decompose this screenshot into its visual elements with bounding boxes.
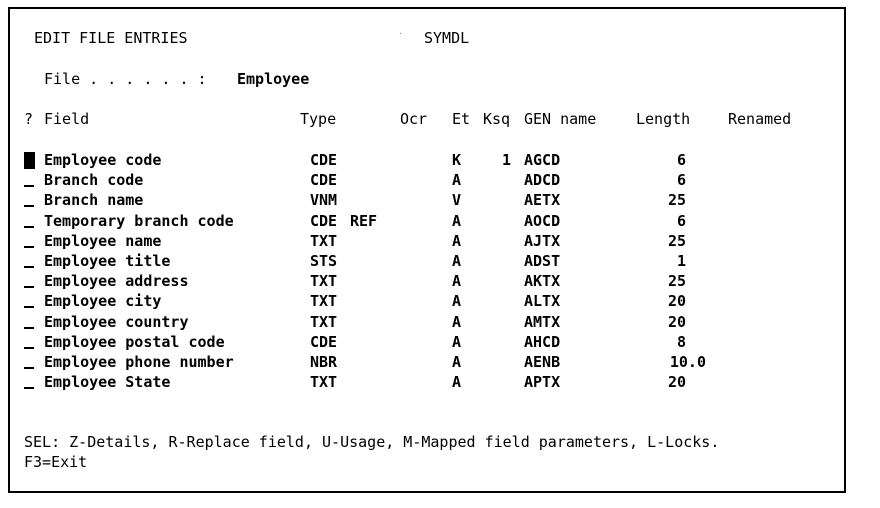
row-select-input[interactable] — [24, 211, 40, 231]
row-select-input[interactable] — [24, 251, 40, 271]
field-name: Employee postal code — [44, 333, 225, 351]
table-row — [10, 251, 810, 271]
table-row — [10, 211, 810, 231]
gen-name: ADCD — [524, 171, 561, 189]
entry-type: A — [452, 292, 462, 310]
gen-name: ADST — [524, 252, 561, 270]
input-underscore — [24, 327, 34, 329]
field-length: 6 — [676, 171, 686, 189]
field-name: Branch code — [44, 171, 144, 189]
entry-type: A — [452, 171, 462, 189]
file-name: Employee — [237, 70, 310, 88]
entry-type: A — [452, 252, 462, 270]
field-type: TXT — [310, 272, 338, 290]
row-select-input[interactable] — [24, 332, 40, 352]
field-length: 20 — [667, 313, 686, 331]
field-name: Employee title — [44, 252, 171, 270]
gen-name: APTX — [524, 373, 561, 391]
field-type: TXT — [310, 373, 338, 391]
entry-type: A — [452, 313, 462, 331]
row-select-input[interactable] — [24, 271, 40, 291]
terminal-screen — [8, 7, 846, 493]
field-type: CDE — [310, 171, 338, 189]
table-row — [10, 372, 810, 392]
entry-type: A — [452, 212, 462, 230]
col-renamed: Renamed — [728, 110, 792, 128]
row-select-input[interactable] — [24, 291, 40, 311]
screen-title: EDIT FILE ENTRIES — [34, 29, 188, 47]
selection-help: SEL: Z-Details, R-Replace field, U-Usage, M-Mapped field parameters, L-Locks. — [24, 433, 720, 451]
table-row — [10, 271, 810, 291]
input-underscore — [24, 185, 34, 187]
entry-type: A — [452, 373, 462, 391]
gen-name: AMTX — [524, 313, 561, 331]
field-length: 25 — [667, 272, 686, 290]
col-ksq: Ksq — [483, 110, 511, 128]
input-underscore — [24, 286, 34, 288]
table-row — [10, 332, 810, 352]
system-name: SYMDL — [424, 29, 470, 47]
field-name: Employee country — [44, 313, 189, 331]
row-select-input[interactable] — [24, 372, 40, 392]
col-length: Length — [636, 110, 691, 128]
field-length: 25 — [667, 191, 686, 209]
field-length: 6 — [676, 212, 686, 230]
table-row — [10, 312, 810, 332]
table-row — [10, 170, 810, 190]
field-name: Employee State — [44, 373, 171, 391]
table-row — [10, 291, 810, 311]
field-type: TXT — [310, 292, 338, 310]
function-keys: F3=Exit — [24, 453, 88, 471]
col-et: Et — [452, 110, 471, 128]
field-length: 20 — [667, 373, 686, 391]
field-type: CDE — [310, 333, 338, 351]
gen-name: AETX — [524, 191, 561, 209]
field-length: 20 — [667, 292, 686, 310]
input-underscore — [24, 347, 34, 349]
entry-type: A — [452, 232, 462, 250]
gen-name: AHCD — [524, 333, 561, 351]
table-row — [10, 150, 810, 170]
row-select-input[interactable] — [24, 352, 40, 372]
col-sel: ? — [24, 110, 34, 128]
field-length: 25 — [667, 232, 686, 250]
input-underscore — [24, 266, 34, 268]
col-gen-name: GEN name — [524, 110, 597, 128]
field-length: 8 — [676, 333, 686, 351]
screen-speck — [400, 33, 401, 34]
field-name: Employee code — [44, 151, 162, 169]
gen-name: AENB — [524, 353, 561, 371]
input-underscore — [24, 246, 34, 248]
field-name: Branch name — [44, 191, 144, 209]
input-underscore — [24, 387, 34, 389]
table-row — [10, 352, 810, 372]
field-name: Employee phone number — [44, 353, 234, 371]
entry-type: A — [452, 272, 462, 290]
field-type: CDE — [310, 151, 338, 169]
key-sequence: 1 — [502, 151, 512, 169]
field-name: Employee city — [44, 292, 162, 310]
input-underscore — [24, 306, 34, 308]
field-name: Employee address — [44, 272, 189, 290]
gen-name: ALTX — [524, 292, 561, 310]
field-ocr: REF — [350, 212, 378, 230]
table-row — [10, 231, 810, 251]
field-type: CDE — [310, 212, 338, 230]
col-field: Field — [44, 110, 90, 128]
input-underscore — [24, 226, 34, 228]
entry-type: A — [452, 353, 462, 371]
gen-name: AKTX — [524, 272, 561, 290]
row-select-input[interactable] — [24, 170, 40, 190]
file-label: File . . . . . . : — [44, 70, 207, 88]
row-select-input[interactable] — [24, 150, 40, 170]
field-type: VNM — [310, 191, 338, 209]
col-ocr: Ocr — [400, 110, 428, 128]
row-select-input[interactable] — [24, 190, 40, 210]
entry-type: A — [452, 333, 462, 351]
field-name: Temporary branch code — [44, 212, 234, 230]
col-type: Type — [300, 110, 337, 128]
row-select-input[interactable] — [24, 312, 40, 332]
entry-type: K — [452, 151, 462, 169]
table-row — [10, 190, 810, 210]
input-underscore — [24, 205, 34, 207]
input-underscore — [24, 367, 34, 369]
field-type: NBR — [310, 353, 338, 371]
text-cursor — [24, 152, 35, 169]
field-length: 10.0 — [669, 353, 706, 371]
field-type: STS — [310, 252, 338, 270]
gen-name: AJTX — [524, 232, 561, 250]
field-name: Employee name — [44, 232, 162, 250]
entry-type: V — [452, 191, 462, 209]
field-length: 1 — [676, 252, 686, 270]
field-length: 6 — [676, 151, 686, 169]
gen-name: AOCD — [524, 212, 561, 230]
gen-name: AGCD — [524, 151, 561, 169]
field-type: TXT — [310, 313, 338, 331]
row-select-input[interactable] — [24, 231, 40, 251]
field-type: TXT — [310, 232, 338, 250]
